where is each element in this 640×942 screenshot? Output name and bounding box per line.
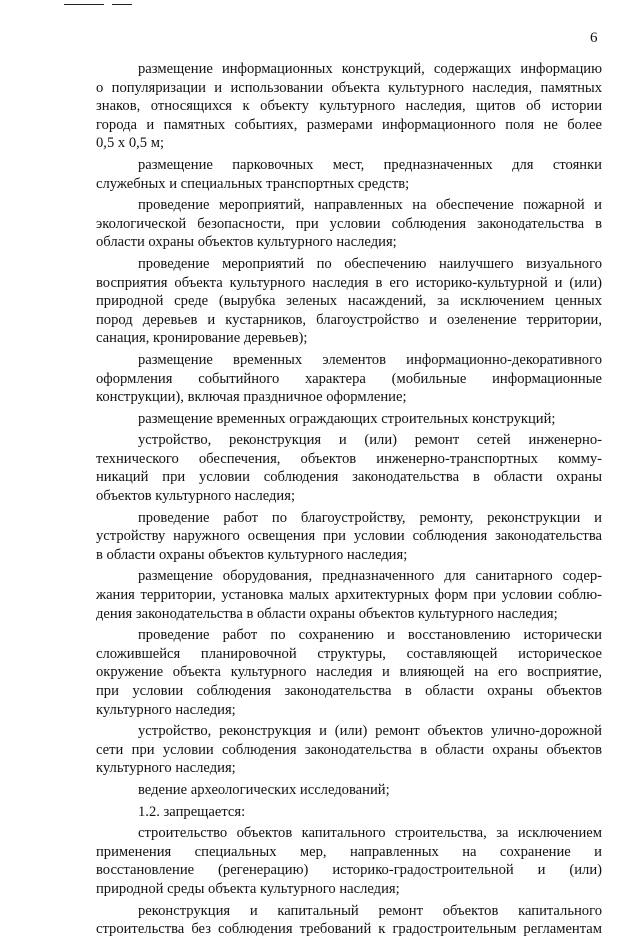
text-line: окружение объекта культурного наследия и влияющей на его восприятие,: [96, 664, 602, 681]
text-line: применения специальных мер, направленных на сохранение и: [96, 843, 602, 860]
text-line: природной среде (вырубка зеленых насаждений, за исключением ценных: [96, 293, 602, 310]
header-rule: [64, 4, 104, 5]
text-line: объектов культурного наследия;: [96, 488, 296, 505]
text-line: устройству наружного освещения при условии соблюдения законодательства: [96, 528, 602, 545]
text-line: размещение временных ограждающих строительных конструкций;: [138, 410, 556, 427]
text-line: устройство, реконструкция и (или) ремонт сетей инженерно-: [138, 432, 602, 449]
text-line: восприятия объекта культурного наследия в его историко-культурной и (или): [96, 274, 602, 291]
paragraph: [96, 824, 602, 898]
header-rule: [112, 4, 132, 5]
text-line: размещение информационных конструкций, содержащих информацию: [138, 61, 602, 77]
text-line: размещение оборудования, предназначенного для санитарного содер-: [138, 568, 602, 585]
text-line: конструкции), включая праздничное оформление;: [96, 389, 407, 406]
paragraph: [96, 509, 602, 565]
text-line: устройство, реконструкция и (или) ремонт объектов улично-дорожной: [138, 723, 602, 740]
paragraph: [96, 196, 602, 252]
text-line: служебных и специальных транспортных средств;: [96, 175, 410, 192]
text-line: 1.2. запрещается:: [138, 803, 246, 820]
text-line: сложившейся планировочной структуры, составляющей историческое: [96, 645, 602, 662]
paragraph: [96, 722, 602, 778]
text-line: пород деревьев и кустарников, благоустройство и озеленение территории,: [96, 311, 602, 328]
text-line: знаков, относящихся к объекту культурного наследия, щитов об истории: [96, 98, 602, 115]
text-line: никаций при условии соблюдения законодательства в области охраны: [96, 469, 602, 486]
text-line: жания территории, установка малых архитектурных форм при условии соблю-: [96, 587, 602, 604]
page-number: 6: [590, 30, 598, 46]
text-line: размещение временных элементов информационно-декоративного: [138, 351, 602, 368]
text-line: области охраны объектов культурного наследия;: [96, 234, 397, 251]
text-line: проведение работ по благоустройству, ремонту, реконструкции и: [138, 509, 602, 526]
text-line: о популяризации и использовании объекта культурного наследия, памятных: [96, 79, 602, 96]
text-line: культурного наследия;: [96, 760, 236, 777]
paragraph: [96, 351, 602, 407]
text-line: дения законодательства в области охраны объектов культурного наследия;: [96, 605, 558, 622]
paragraph: [96, 781, 602, 800]
paragraph: [96, 626, 602, 719]
text-line: экологической безопасности, при условии соблюдения законодательства в: [96, 215, 602, 232]
text-line: 0,5 х 0,5 м;: [96, 135, 165, 152]
text-line: природной среды объекта культурного наследия;: [96, 880, 400, 897]
text-line: восстановление (регенерацию) историко-градостроительной и (или): [96, 862, 602, 879]
text-line: при условии соблюдения законодательства в области охраны объектов: [96, 683, 602, 699]
text-line: проведение мероприятий по обеспечению наилучшего визуального: [138, 255, 602, 272]
paragraph: [96, 255, 602, 348]
text-line: строительство объектов капитального строительства, за исключением: [138, 825, 602, 842]
text-line: проведение работ по сохранению и восстановлению исторически: [138, 627, 602, 644]
text-line: санация, кронирование деревьев);: [96, 330, 308, 347]
text-line: строительства без соблюдения требований к градостроительным регламентам: [96, 921, 602, 938]
text-line: ведение археологических исследований;: [138, 781, 390, 798]
paragraph: [96, 803, 602, 822]
paragraph: [96, 431, 602, 505]
paragraph: [96, 410, 602, 429]
text-line: размещение парковочных мест, предназначенных для стоянки: [138, 156, 602, 173]
paragraph: [96, 60, 602, 153]
text-line: в области охраны объектов культурного наследия;: [96, 546, 408, 563]
text-line: реконструкция и капитальный ремонт объектов капитального: [138, 902, 602, 919]
text-line: технического обеспечения, объектов инженерно-транспортных комму-: [96, 450, 602, 467]
text-line: оформления событийного характера (мобильные информационные: [96, 370, 602, 387]
text-line: города и памятных событиях, размерами информационного поля не более: [96, 116, 602, 133]
paragraph: [96, 902, 602, 939]
text-line: сети при условии соблюдения законодательства в области охраны объектов: [96, 741, 602, 758]
document-body: [96, 60, 602, 942]
paragraph: [96, 567, 602, 623]
text-line: проведение мероприятий, направленных на обеспечение пожарной и: [138, 197, 602, 214]
text-line: культурного наследия;: [96, 701, 236, 718]
paragraph: [96, 156, 602, 193]
